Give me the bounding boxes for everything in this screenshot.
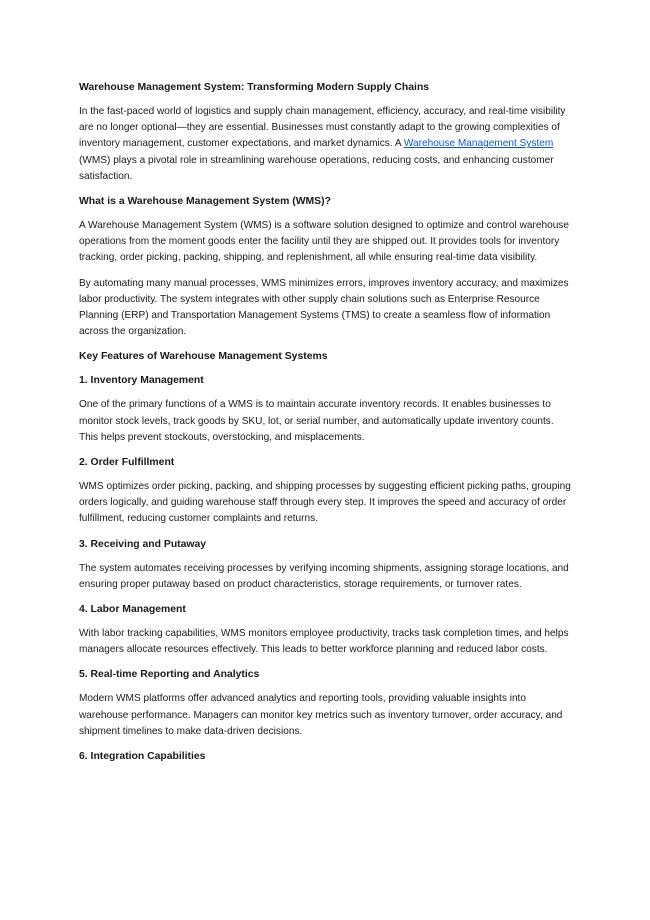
what-is-wms-heading: What is a Warehouse Management System (WMS)? [79,196,331,208]
feature-reporting-analytics-text: Modern WMS platforms offer advanced analytics and reporting tools, providing valuable insights into warehouse performance. Managers can monitor key metrics such as inventory turnover, order accuracy, and shipment timelines to make data-driven decisions. [79,693,563,737]
intro-text-before-link: In the fast-paced world of logistics and supply chain management, efficiency, accuracy, and real-time visibility are no longer optional—they are essential. Businesses must constantly adapt to the growing complexities of inventory management, customer expectations, and market dynamics. A [79,106,566,150]
feature-reporting-analytics-heading: 5. Real-time Reporting and Analytics [79,669,260,681]
feature-receiving-putaway-text: The system automates receiving processes by verifying incoming shipments, assigning storage locations, and ensuring proper putaway based on product characteristics, storage requirements, or turnover rates. [79,562,569,590]
feature-integration-capabilities-heading: 6. Integration Capabilities [79,751,206,763]
feature-receiving-putaway-heading: 3. Receiving and Putaway [79,538,207,550]
intro-paragraph [79,104,572,185]
feature-inventory-management-text: One of the primary functions of a WMS is to maintain accurate inventory records. It enables businesses to monitor stock levels, track goods by SKU, lot, or serial number, and automatically update inventory counts. This helps prevent stockouts, overstocking, and misplacements. [79,399,554,443]
what-is-wms-paragraph-2: By automating many manual processes, WMS minimizes errors, improves inventory accuracy, and maximizes labor productivity. The system integrates with other supply chain solutions such as Enterprise Resource Planning (ERP) and Transportation Management Systems (TMS) to create a seamless flow of information across the organization. [79,277,569,338]
key-features-heading: Key Features of Warehouse Management Systems [79,351,328,363]
document-body [79,80,572,773]
feature-inventory-management-heading: 1. Inventory Management [79,375,204,387]
feature-order-fulfillment-text: WMS optimizes order picking, packing, and shipping processes by suggesting efficient picking paths, grouping orders logically, and guiding warehouse staff through every step. It improves the speed and accuracy of order fulfillment, reducing customer complaints and returns. [79,481,571,525]
feature-labor-management-heading: 4. Labor Management [79,604,186,616]
intro-text-after-link: (WMS) plays a pivotal role in streamlining warehouse operations, reducing costs, and enhancing customer satisfaction. [79,154,554,182]
feature-order-fulfillment-heading: 2. Order Fulfillment [79,457,175,469]
feature-labor-management-text: With labor tracking capabilities, WMS monitors employee productivity, tracks task completion times, and helps managers allocate resources effectively. This leads to better workforce planning and reduced labor costs. [79,628,569,656]
document-title: Warehouse Management System: Transforming Modern Supply Chains [79,82,430,93]
what-is-wms-paragraph-1: A Warehouse Management System (WMS) is a software solution designed to optimize and control warehouse operations from the moment goods enter the facility until they are shipped out. It provides tools for inventory tracking, order picking, packing, shipping, and replenishment, all while ensuring real-time data visibility. [79,220,569,264]
warehouse-management-system-link[interactable]: Warehouse Management System [403,138,554,150]
